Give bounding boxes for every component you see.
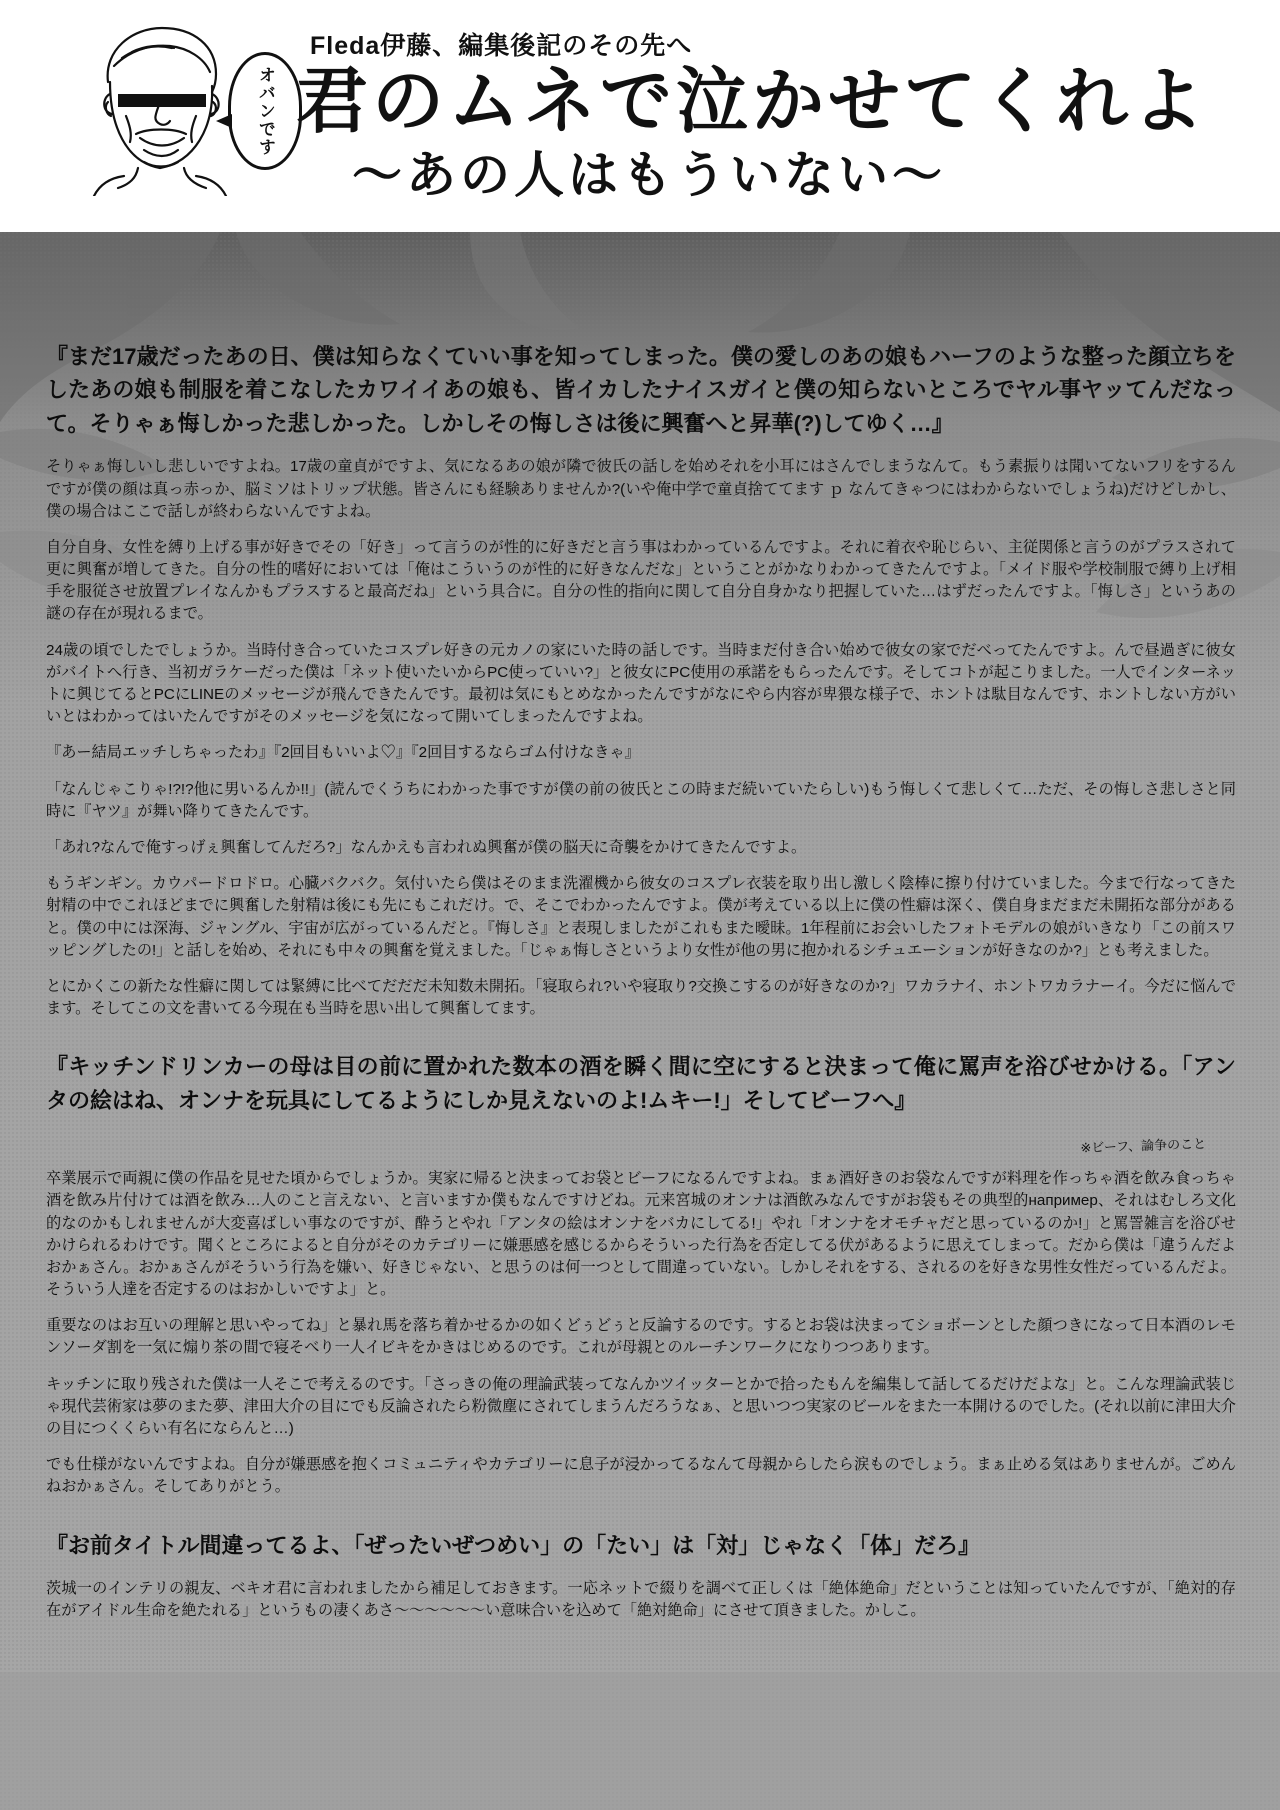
pullquote-2: 『キッチンドリンカーの母は目の前に置かれた数本の酒を瞬く間に空にすると決まって俺に罵声を浴びせかける。「アンタの絵はね、オンナを玩具にしてるようにしか見えないのよ!ムキー!」そしてビーフへ』 — [46, 1054, 1236, 1113]
title-header — [0, 0, 1280, 232]
paragraph-12: でも仕様がないんですよね。自分が嫌悪感を抱くコミュニティやカテゴリーに息子が浸かってるなんて母親からしたら涙ものでしょう。まぁ止める気はありませんが。ごめんねおかぁさん。そしてありがとう。 — [46, 1456, 1236, 1496]
paragraph-13: 茨城一のインテリの親友、ベキオ君に言われましたから補足しておきます。一応ネットで綴りを調べて正しくは「絶体絶命」だということは知っていたんですが、「絶対的存在がアイドル生命を絶たれる」というもの凄くあさ〜〜〜〜〜〜い意味合いを込めて「絶対絶命」にさせて頂きました。かしこ。 — [46, 1580, 1236, 1620]
paragraph-2: 自分自身、女性を縛り上げる事が好きでその「好き」って言うのが性的に好きだと言う事はわかっているんですよ。それに着衣や恥じらい、主従関係と言うのがプラスされて更に興奮が増してきた。自分の性的嗜好においては「俺はこういうのが性的に好きなんだな」ということがかなりわかってきたんですよ。「メイド服や学校制服で縛り上げ相手を服従させ放置プレイなんかもプラスすると最高だね」という具合に。自分の性的指向に関して自分自身かなり把握していた…はずだったんですよ。「悔しさ」というあの謎の存在が現れるまで。 — [46, 538, 1236, 623]
paragraph-4: 『あー結局エッチしちゃったわ』『2回目もいいよ♡』『2回目するならゴム付けなきゃ』 — [46, 744, 640, 762]
page-title: 君のムネで泣かせてくれよ — [296, 62, 1209, 142]
paragraph-3: 24歳の頃でしたでしょうか。当時付き合っていたコスプレ好きの元カノの家にいた時の話しです。当時まだ付き合い始めで彼女の家でだべってたんですよ。んで昼過ぎに彼女がバイトへ行き、当初ガラケーだった僕は「ネット使いたいからPC使っていい?」と彼女にPC使用の承諾をもらったんです。そしてコトが起こりました。一人でインターネットに興じてるとPCにLINEのメッセージが飛んできたんです。最初は気にもとめなかったんですがなにやら内容が卑猥な様子で、ホントは駄目なんです、ホントしない方がいいとはわかってはいたんですがそのメッセージを気になって開いてしまったんですよね。 — [46, 641, 1236, 726]
handwritten-note: ※ビーフ、論争のこと — [1080, 1137, 1207, 1157]
pullquote-1: 『まだ17歳だったあの日、僕は知らなくていい事を知ってしまった。僕の愛しのあの娘もハーフのような整った顔立ちをしたあの娘も制服を着こなしたカワイイあの娘も、皆イカしたナイスガイと僕の知らないところでヤル事ヤッてんだなって。そりゃぁ悔しかった悲しかった。しかしその悔しさは後に興奮へと昇華(?)してゆく…』 — [46, 344, 1236, 436]
speech-bubble-text: オバンです — [255, 66, 275, 156]
pullquote-3: 『お前タイトル間違ってるよ、「ぜったいぜつめい」の「たい」は「対」じゃなく「体」だろ』 — [46, 1532, 981, 1558]
supertitle: Fleda伊藤、編集後記のその先へ — [310, 32, 693, 60]
paragraph-5: 「なんじゃこりゃ!?!?他に男いるんか!!」(読んでくうちにわかった事ですが僕の前の彼氏とこの時まだ続いていたらしい)もう悔しくて悲しくて…ただ、その悔しさ悲しさと同時に『ヤツ』が舞い降りてきたんです。 — [46, 780, 1236, 820]
paragraph-7: もうギンギン。カウパードロドロ。心臓バクバク。気付いたら僕はそのまま洗濯機から彼女のコスプレ衣装を取り出し激しく陰棒に擦り付けていました。今まで行なってきた射精の中でこれほどまでに興奮した射精は後にも先にもこれだけ。で、そこでわかったんですよ。僕が考えている以上に僕の性癖は深く、僕自身まだまだ未開拓な部分があると。僕の中には深海、ジャングル、宇宙が広がっているんだと。『悔しさ』と表現しましたがこれもまた曖昧。1年程前にお会いしたフォトモデルの娘がいきなり「この前スワッピングしたの!」と話しを始め、それにも中々の興奮を覚えました。「じゃぁ悔しさというより女性が他の男に抱かれるシチュエーションが好きなのか?」とも考えました。 — [46, 875, 1236, 959]
paragraph-1: そりゃぁ悔しいし悲しいですよね。17歳の童貞がですよ、気になるあの娘が隣で彼氏の話しを始めそれを小耳にはさんでしまうなんて。もう素振りは聞いてないフリをするんですが僕の顔は真っ赤っか、脳ミソはトリップ状態。皆さんにも経験ありませんか?(いや俺中学で童貞捨ててます ｐ なんてきゃつにはわからないでしょうね)だけどしかし、僕の場合はここで話しが終わらないんですよね。 — [46, 458, 1236, 520]
paragraph-6: 「あれ?なんで俺すっげぇ興奮してんだろ?」なんかえも言われぬ興奮が僕の脳天に奇襲をかけてきたんですよ。 — [46, 838, 807, 856]
page-subtitle: 〜あの人はもういない〜 — [352, 147, 946, 203]
paragraph-10: 重要なのはお互いの理解と思いやってね」と暴れ馬を落ち着かせるかの如くどぅどぅと反論するのです。するとお袋は決まってショボーンとした顔つきになって日本酒のレモンソーダ割を一気に煽り茶の間で寝そべり一人イビキをかきはじめるのです。これが母親とのルーチンワークになりつつあります。 — [46, 1317, 1236, 1357]
paragraph-11: キッチンに取り残された僕は一人そこで考えるのです。「さっきの俺の理論武装ってなんかツイッターとかで拾ったもんを編集して話してるだけだよな」と。こんな理論武装じゃ現代芸術家は夢のまた夢、津田大介の目にでも反論されたら粉微塵にされてしまうんだろうなぁ、と思いつつ実家のビールをまた一本開けるのでした。(それ以前に津田大介の目につくくらい有名にならんと…) — [46, 1375, 1236, 1437]
speech-bubble — [228, 52, 302, 170]
paragraph-9: 卒業展示で両親に僕の作品を見せた頃からでしょうか。実家に帰ると決まってお袋とビーフになるんですよね。まぁ酒好きのお袋なんですが料理を作っちゃ酒を飲み食っちゃ酒を飲み片付けては酒を飲み…人のこと言えない、と言いますか僕もなんですけどね。元来宮城のオンナは酒飲みなんですがお袋もその典型的например、それはむしろ文化的なのかもしれませんが大変喜ばしい事なのですが、酔うとやれ「アンタの絵はオンナをバカにしてる!」やれ「オンナをオモチャだと思っているのか!」と罵詈雑言を浴びせかけられるわけです。聞くところによると自分がそのカテゴリーに嫌悪感を感じるからそういった行為を否定してる伏があるように思えてしまって。だから僕は「違うんだよおかぁさん。おかぁさんがそういう行為を嫌い、好きじゃない、と思うのは何一つとして間違っていない。しかしそれをする、されるのを好きな男性女性だっているんだよ。そういう人達を否定するのはおかしいですよ」と。 — [46, 1170, 1236, 1299]
article-panel — [0, 232, 1280, 1810]
article-content — [46, 340, 1236, 1636]
portrait-illustration — [74, 16, 244, 196]
paragraph-8: とにかくこの新たな性癖に関しては緊縛に比べてだだだ未知数未開拓。「寝取られ?いや寝取り?交換こするのが好きなのか?」ワカラナイ、ホントワカラナーイ。今だに悩んでます。そしてこの文を書いてる今現在も当時を思い出して興奮してます。 — [46, 977, 1236, 1018]
